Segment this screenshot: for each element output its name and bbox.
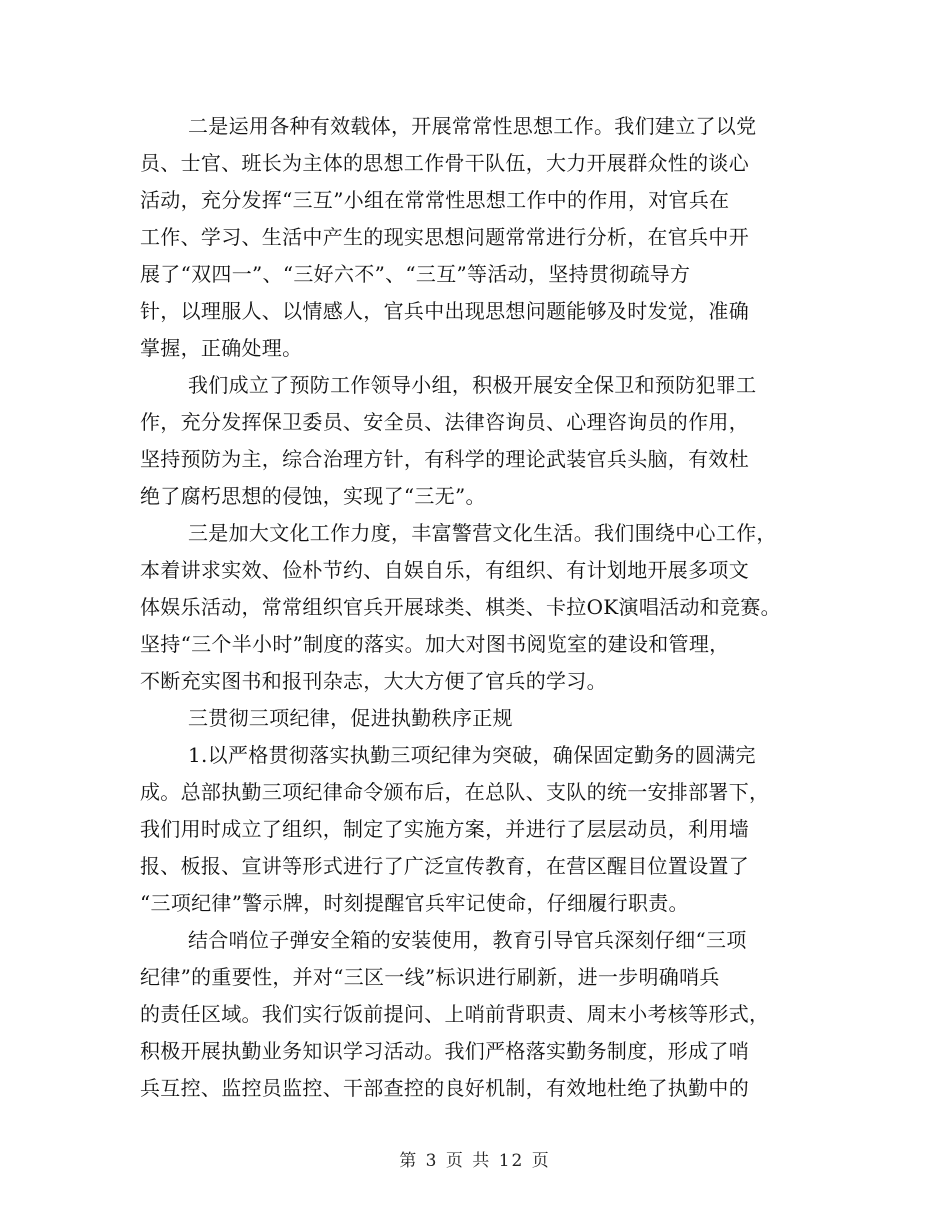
text-line: 二是运用各种有效载体，开展常常性思想工作。我们建立了以党 — [188, 114, 757, 138]
text-line: 展了“双四一”、“三好六不”、“三互”等活动，坚持贯彻疏导方 — [140, 262, 691, 286]
text-line: “三项纪律”警示牌，时刻提醒官兵牢记使命，仔细履行职责。 — [140, 891, 689, 915]
text-line: 我们成立了预防工作领导小组，积极开展安全保卫和预防犯罪工 — [188, 373, 757, 397]
page-footer: 第 3 页 共 12 页 — [399, 1151, 551, 1171]
text-line: 不断充实图书和报刊杂志，大大方便了官兵的学习。 — [140, 669, 607, 693]
text-line: 员、士官、班长为主体的思想工作骨干队伍，大力开展群众性的谈心 — [140, 151, 749, 175]
text-line: 三贯彻三项纪律，促进执勤秩序正规 — [188, 706, 513, 730]
text-line: 纪律”的重要性，并对“三区一线”标识进行刷新，进一步明确哨兵 — [140, 965, 720, 989]
text-line: 体娱乐活动，常常组织官兵开展球类、棋类、卡拉OK演唱活动和竞赛。 — [140, 595, 781, 619]
text-line: 的责任区域。我们实行饭前提问、上哨前背职责、周末小考核等形式， — [140, 1002, 770, 1026]
text-line: 三是加大文化工作力度，丰富警营文化生活。我们围绕中心工作， — [188, 521, 777, 545]
text-line: 报、板报、宣讲等形式进行了广泛宣传教育，在营区醒目位置设置了 — [140, 854, 749, 878]
text-line: 掌握，正确处理。 — [140, 336, 303, 360]
text-line: 针，以理服人、以情感人，官兵中出现思想问题能够及时发觉，准确 — [140, 299, 749, 323]
text-line: 坚持预防为主，综合治理方针，有科学的理论武装官兵头脑，有效杜 — [140, 447, 749, 471]
text-line: 结合哨位子弹安全箱的安装使用，教育引导官兵深刻仔细“三项 — [188, 928, 747, 952]
text-line: 成。总部执勤三项纪律命令颁布后，在总队、支队的统一安排部署下， — [140, 780, 770, 804]
text-line: 积极开展执勤业务知识学习活动。我们严格落实勤务制度，形成了哨 — [140, 1039, 749, 1063]
body-text — [140, 108, 810, 1107]
text-line: 本着讲求实效、俭朴节约、自娱自乐，有组织、有计划地开展多项文 — [140, 558, 749, 582]
text-line: 兵互控、监控员监控、干部查控的良好机制，有效地杜绝了执勤中的 — [140, 1076, 749, 1100]
text-line: 1.以严格贯彻落实执勤三项纪律为突破，确保固定勤务的圆满完 — [188, 743, 756, 767]
text-line: 我们用时成立了组织，制定了实施方案，并进行了层层动员，利用墙 — [140, 817, 749, 841]
text-line: 坚持“三个半小时”制度的落实。加大对图书阅览室的建设和管理， — [140, 632, 730, 656]
text-line: 作，充分发挥保卫委员、安全员、法律咨询员、心理咨询员的作用， — [140, 410, 749, 434]
text-line: 绝了腐朽思想的侵蚀，实现了“三无”。 — [140, 484, 486, 508]
text-line: 工作、学习、生活中产生的现实思想问题常常进行分析，在官兵中开 — [140, 225, 749, 249]
text-line: 活动，充分发挥“三互”小组在常常性思想工作中的作用，对官兵在 — [140, 188, 730, 212]
